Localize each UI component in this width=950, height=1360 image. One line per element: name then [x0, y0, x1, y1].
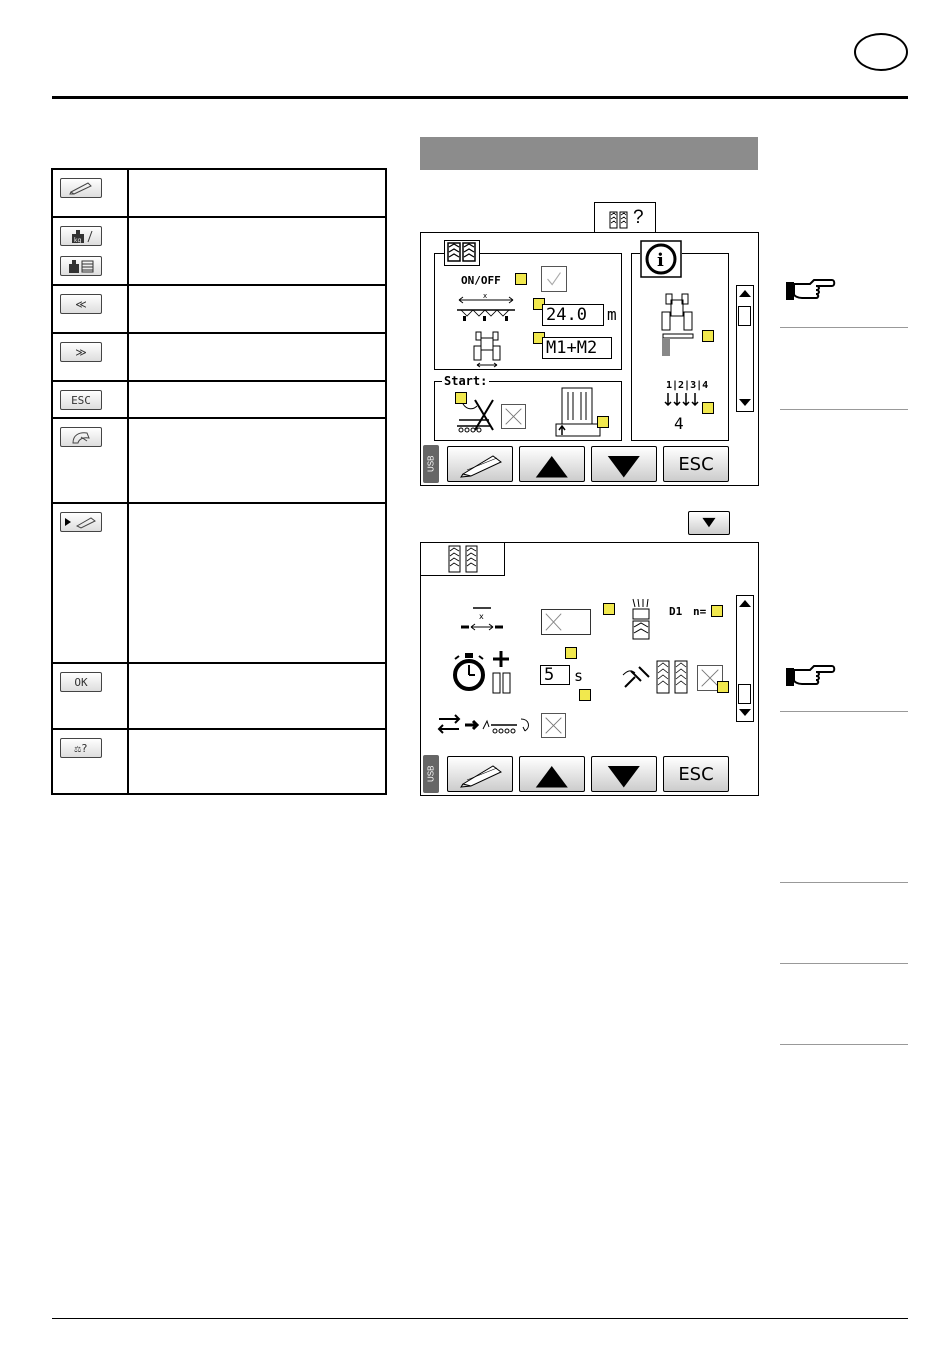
- scrollbar[interactable]: [736, 595, 754, 722]
- table-row: [53, 170, 385, 218]
- svg-text:x: x: [479, 612, 484, 621]
- table-row: [53, 419, 385, 504]
- info-marker-1: [702, 330, 714, 342]
- margin-rule: [780, 327, 908, 328]
- start-calibration-key-icon: [60, 512, 102, 532]
- cross-icon: [542, 610, 590, 634]
- scroll-up-icon: [738, 288, 752, 298]
- help-tab-label: ?: [633, 207, 644, 228]
- edit-button[interactable]: [447, 756, 513, 792]
- help-tab[interactable]: [594, 202, 656, 234]
- usb-indicator: USB: [423, 755, 439, 793]
- pointing-hand-icon: [784, 278, 836, 304]
- scroll-up-icon: [738, 598, 752, 608]
- gps-marker: [717, 681, 729, 693]
- on-off-marker: [515, 273, 527, 285]
- on-off-label: ON/OFF: [461, 274, 501, 287]
- calibrate-key-icon: [60, 427, 102, 447]
- d1-label: D1: [669, 605, 683, 618]
- table-row: [53, 382, 385, 419]
- key-legend-table: [51, 168, 387, 795]
- rewind-key-icon: ≪: [60, 294, 102, 314]
- language-badge: [854, 33, 908, 71]
- cross-icon: [542, 714, 565, 737]
- distance-marker: [603, 603, 615, 615]
- esc-button[interactable]: ESC: [663, 756, 729, 792]
- pencil-key-icon: [60, 178, 102, 198]
- table-row: [53, 286, 385, 334]
- tractor-icon: [473, 328, 501, 368]
- tramline-tab-icon: [447, 545, 479, 573]
- margin-rule: [780, 409, 908, 410]
- svg-text:kg: kg: [74, 237, 82, 244]
- pencil-icon: [453, 450, 507, 478]
- weigh-list-key-icon: [60, 256, 102, 276]
- header-rule: [52, 96, 908, 99]
- start-checkbox[interactable]: [501, 404, 526, 429]
- usb-indicator: USB: [423, 445, 439, 483]
- footer-rule: [52, 1318, 908, 1319]
- delay-marker-2: [579, 689, 591, 701]
- up-button[interactable]: ▲: [519, 756, 585, 792]
- transfer-drill-icon: [437, 711, 535, 739]
- up-button[interactable]: ▲: [519, 446, 585, 482]
- margin-rule: [780, 711, 908, 712]
- distance-checkbox[interactable]: [541, 609, 591, 635]
- drill-start-icon: [453, 396, 497, 434]
- tramline-pair-icon: [655, 659, 691, 695]
- pencil-icon: [453, 760, 507, 788]
- delay-marker-1: [565, 647, 577, 659]
- down-key[interactable]: ▼: [688, 511, 730, 535]
- working-width-icon: [455, 292, 517, 322]
- start-panel: [434, 374, 622, 441]
- tramline-mode-icon: [444, 240, 480, 266]
- distance-icon: [459, 605, 505, 633]
- table-row: [53, 730, 385, 793]
- ok-key: OK: [60, 672, 102, 692]
- info-panel: [631, 250, 729, 441]
- on-off-checkbox[interactable]: [541, 266, 567, 292]
- terminal-screen-1: [420, 232, 759, 486]
- tramline-start-icon: [554, 386, 602, 438]
- n-label: n=: [693, 605, 707, 618]
- section-arrows-icon: [664, 392, 700, 406]
- table-row: [53, 504, 385, 664]
- transfer-checkbox[interactable]: [541, 713, 566, 738]
- softkey-bar: [445, 756, 757, 794]
- table-row: [53, 664, 385, 730]
- svg-text:x: x: [483, 292, 488, 300]
- mode-field[interactable]: M1+M2: [542, 337, 612, 359]
- table-row: [53, 334, 385, 382]
- esc-button[interactable]: ESC: [663, 446, 729, 482]
- check-icon: [542, 267, 566, 291]
- svg-text:i: i: [657, 250, 664, 271]
- tramline-tab[interactable]: [421, 543, 505, 576]
- width-unit: m: [607, 305, 617, 324]
- timer-add-icon: [451, 647, 513, 695]
- down-button[interactable]: ▼: [591, 756, 657, 792]
- margin-rule: [780, 963, 908, 964]
- terminal-screen-2: [420, 542, 759, 796]
- scroll-thumb[interactable]: [738, 306, 751, 326]
- down-button[interactable]: ▼: [591, 446, 657, 482]
- n-marker: [711, 605, 723, 617]
- cross-icon: [502, 405, 525, 428]
- delay-unit: s: [574, 667, 584, 685]
- info-icon: [640, 240, 682, 278]
- tramline-icon: [609, 211, 629, 229]
- section-header-bar: [420, 137, 758, 170]
- scroll-down-icon: [738, 398, 752, 408]
- esc-key: ESC: [60, 390, 102, 410]
- pointing-hand-icon: [784, 664, 836, 690]
- gps-sensor-icon: [621, 657, 653, 691]
- start-marker-2: [597, 416, 609, 428]
- softkey-bar: [445, 446, 757, 484]
- tramline-settings-panel: [434, 253, 622, 370]
- scale-help-key: ⚖?: [60, 738, 102, 758]
- edit-button[interactable]: [447, 446, 513, 482]
- working-width-field[interactable]: 24.0: [542, 304, 604, 326]
- delay-field[interactable]: 5: [540, 665, 570, 685]
- scroll-down-icon: [738, 708, 752, 718]
- info-marker-2: [702, 402, 714, 414]
- start-label: Start:: [444, 374, 488, 388]
- scrollbar[interactable]: [736, 285, 754, 412]
- section-digits: 1|2|3|4: [666, 380, 709, 391]
- drill-row-icon: [629, 597, 653, 641]
- margin-rule: [780, 1044, 908, 1045]
- forward-key-icon: ≫: [60, 342, 102, 362]
- margin-rule: [780, 882, 908, 883]
- scroll-thumb[interactable]: [738, 684, 751, 704]
- section-count: 4: [674, 414, 684, 433]
- table-row: [53, 218, 385, 286]
- tractor-seeder-icon: [660, 292, 694, 358]
- weigh-key-icon: [60, 226, 102, 246]
